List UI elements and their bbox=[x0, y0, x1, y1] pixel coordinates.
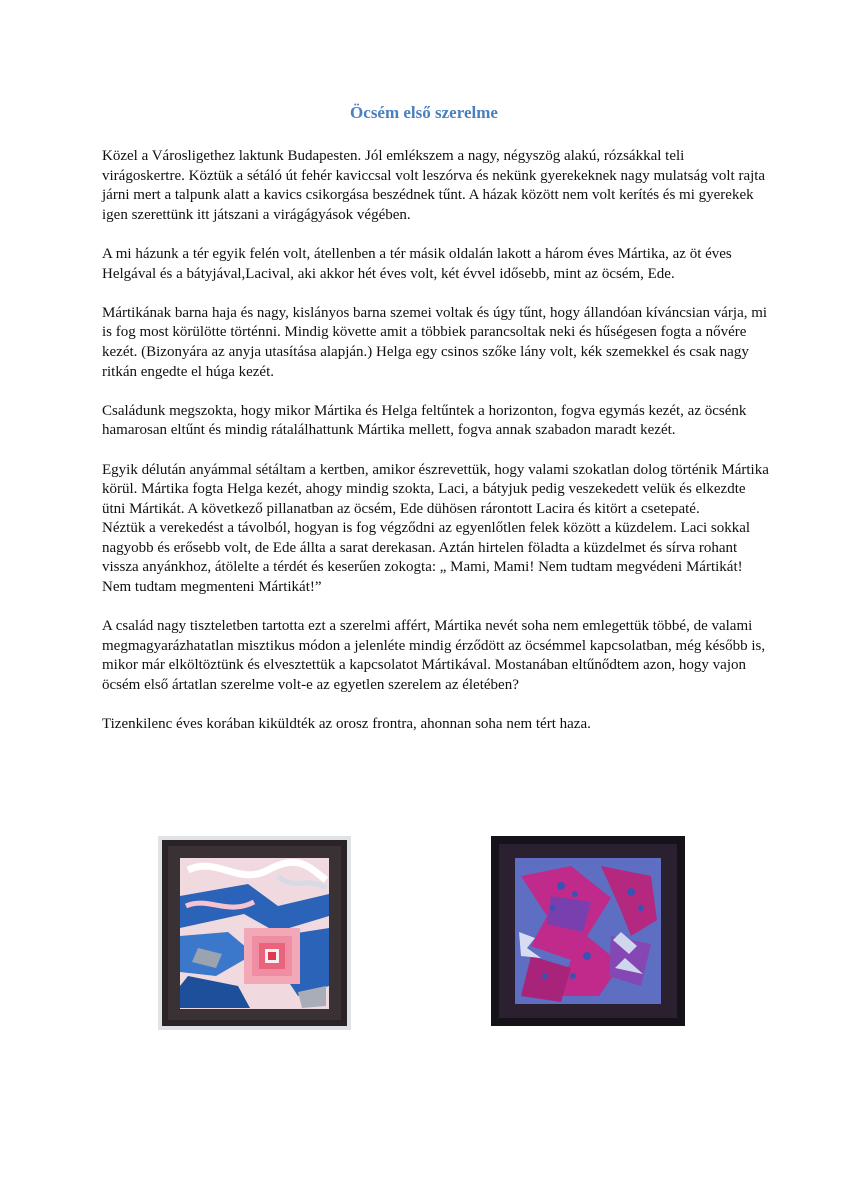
paragraph-3: Mártikának barna haja és nagy, kislányos barna szemei voltak és úgy tűnt, hogy állandóan kíváncsian várja, mi is fog most körülötte történni. Mindig követte amit a többiek parancsoltak neki és hűségesen fogta a nővére kezét. (Bizonyára az anyja utasítása alapján.) Helga egy csinos szőke lány volt, kék szemekkel és csak nagy ritkán engedte el húga kezét. bbox=[102, 304, 768, 380]
paragraph-8: Tizenkilenc éves korában kiküldték az orosz frontra, ahonnan soha nem tért haza. bbox=[102, 716, 591, 733]
story-body bbox=[102, 147, 770, 754]
page-title: Öcsém első szerelme bbox=[350, 103, 498, 122]
left-painting-image bbox=[158, 836, 351, 1030]
paragraph-5: Egyik délután anyámmal sétáltam a kertben, amikor észrevettük, hogy valami szokatlan dolog történik Mártika körül. Mártika fogta Helga kezét, ahogy mindig szokta, Laci, a bátyjuk pedig veszekedett velük és elkezdte ütni Mártikát. A következő pillanatban az öcsém, Ede dühösen rárontott Lacira és kitört a csetepaté. bbox=[102, 461, 769, 517]
right-painting-image bbox=[491, 836, 685, 1026]
paragraph-6: Néztük a verekedést a távolból, hogyan is fog végződni az egyenlőtlen felek között a küzdelem. Laci sokkal nagyobb és erősebb volt, de Ede állta a sarat derekasan. Aztán hirtelen föladta a küzdelmet és sírva rohant vissza anyánkhoz, átölelte a térdét és keserűen zokogta: „ Mami, Mami! Nem tudtam megvédeni Mártikát! Nem tudtam megmenteni Mártikát!” bbox=[102, 520, 751, 596]
paragraph-7: A család nagy tiszteletben tartotta ezt a szerelmi affért, Mártika nevét soha nem emlegettük többé, de valami megmagyarázhatatlan misztikus módon a jelenléte mindig érződött az öcsémmel kapcsolatban, még később is, mikor már elköltöztünk és elvesztettük a kapcsolatot Mártikával. Mostanában eltűnődtem azon, hogy vajon öcsém első ártatlan szerelme volt-e az egyetlen szerelem az életében? bbox=[102, 618, 766, 694]
paragraph-1: Közel a Városligethez laktunk Budapesten. Jól emlékszem a nagy, négyszög alakú, rózsákkal teli virágoskertre. Köztük a sétáló út fehér kaviccsal volt leszórva és nekünk gyerekeknek nagy mulatság volt rajta járni mert a talpunk alatt a kavics csikorgása beszédnek tűnt. A házak között nem volt kerítés és mi gyerekek igen szerettünk itt játszani a virágágyások végében. bbox=[102, 148, 766, 223]
paragraph-4: Családunk megszokta, hogy mikor Mártika és Helga feltűntek a horizonton, fogva egymás kezét, az öcsénk hamarosan eltűnt és mindig rátalálhattunk Mártika mellett, fogva annak szabadon maradt kezét. bbox=[102, 402, 747, 439]
paragraph-2: A mi házunk a tér egyik felén volt, átellenben a tér másik oldalán lakott a három éves Mártika, az öt éves Helgával és a bátyjával,Lacival, aki akkor hét éves volt, két évvel idősebb, mint az öcsém, Ede. bbox=[102, 245, 732, 282]
